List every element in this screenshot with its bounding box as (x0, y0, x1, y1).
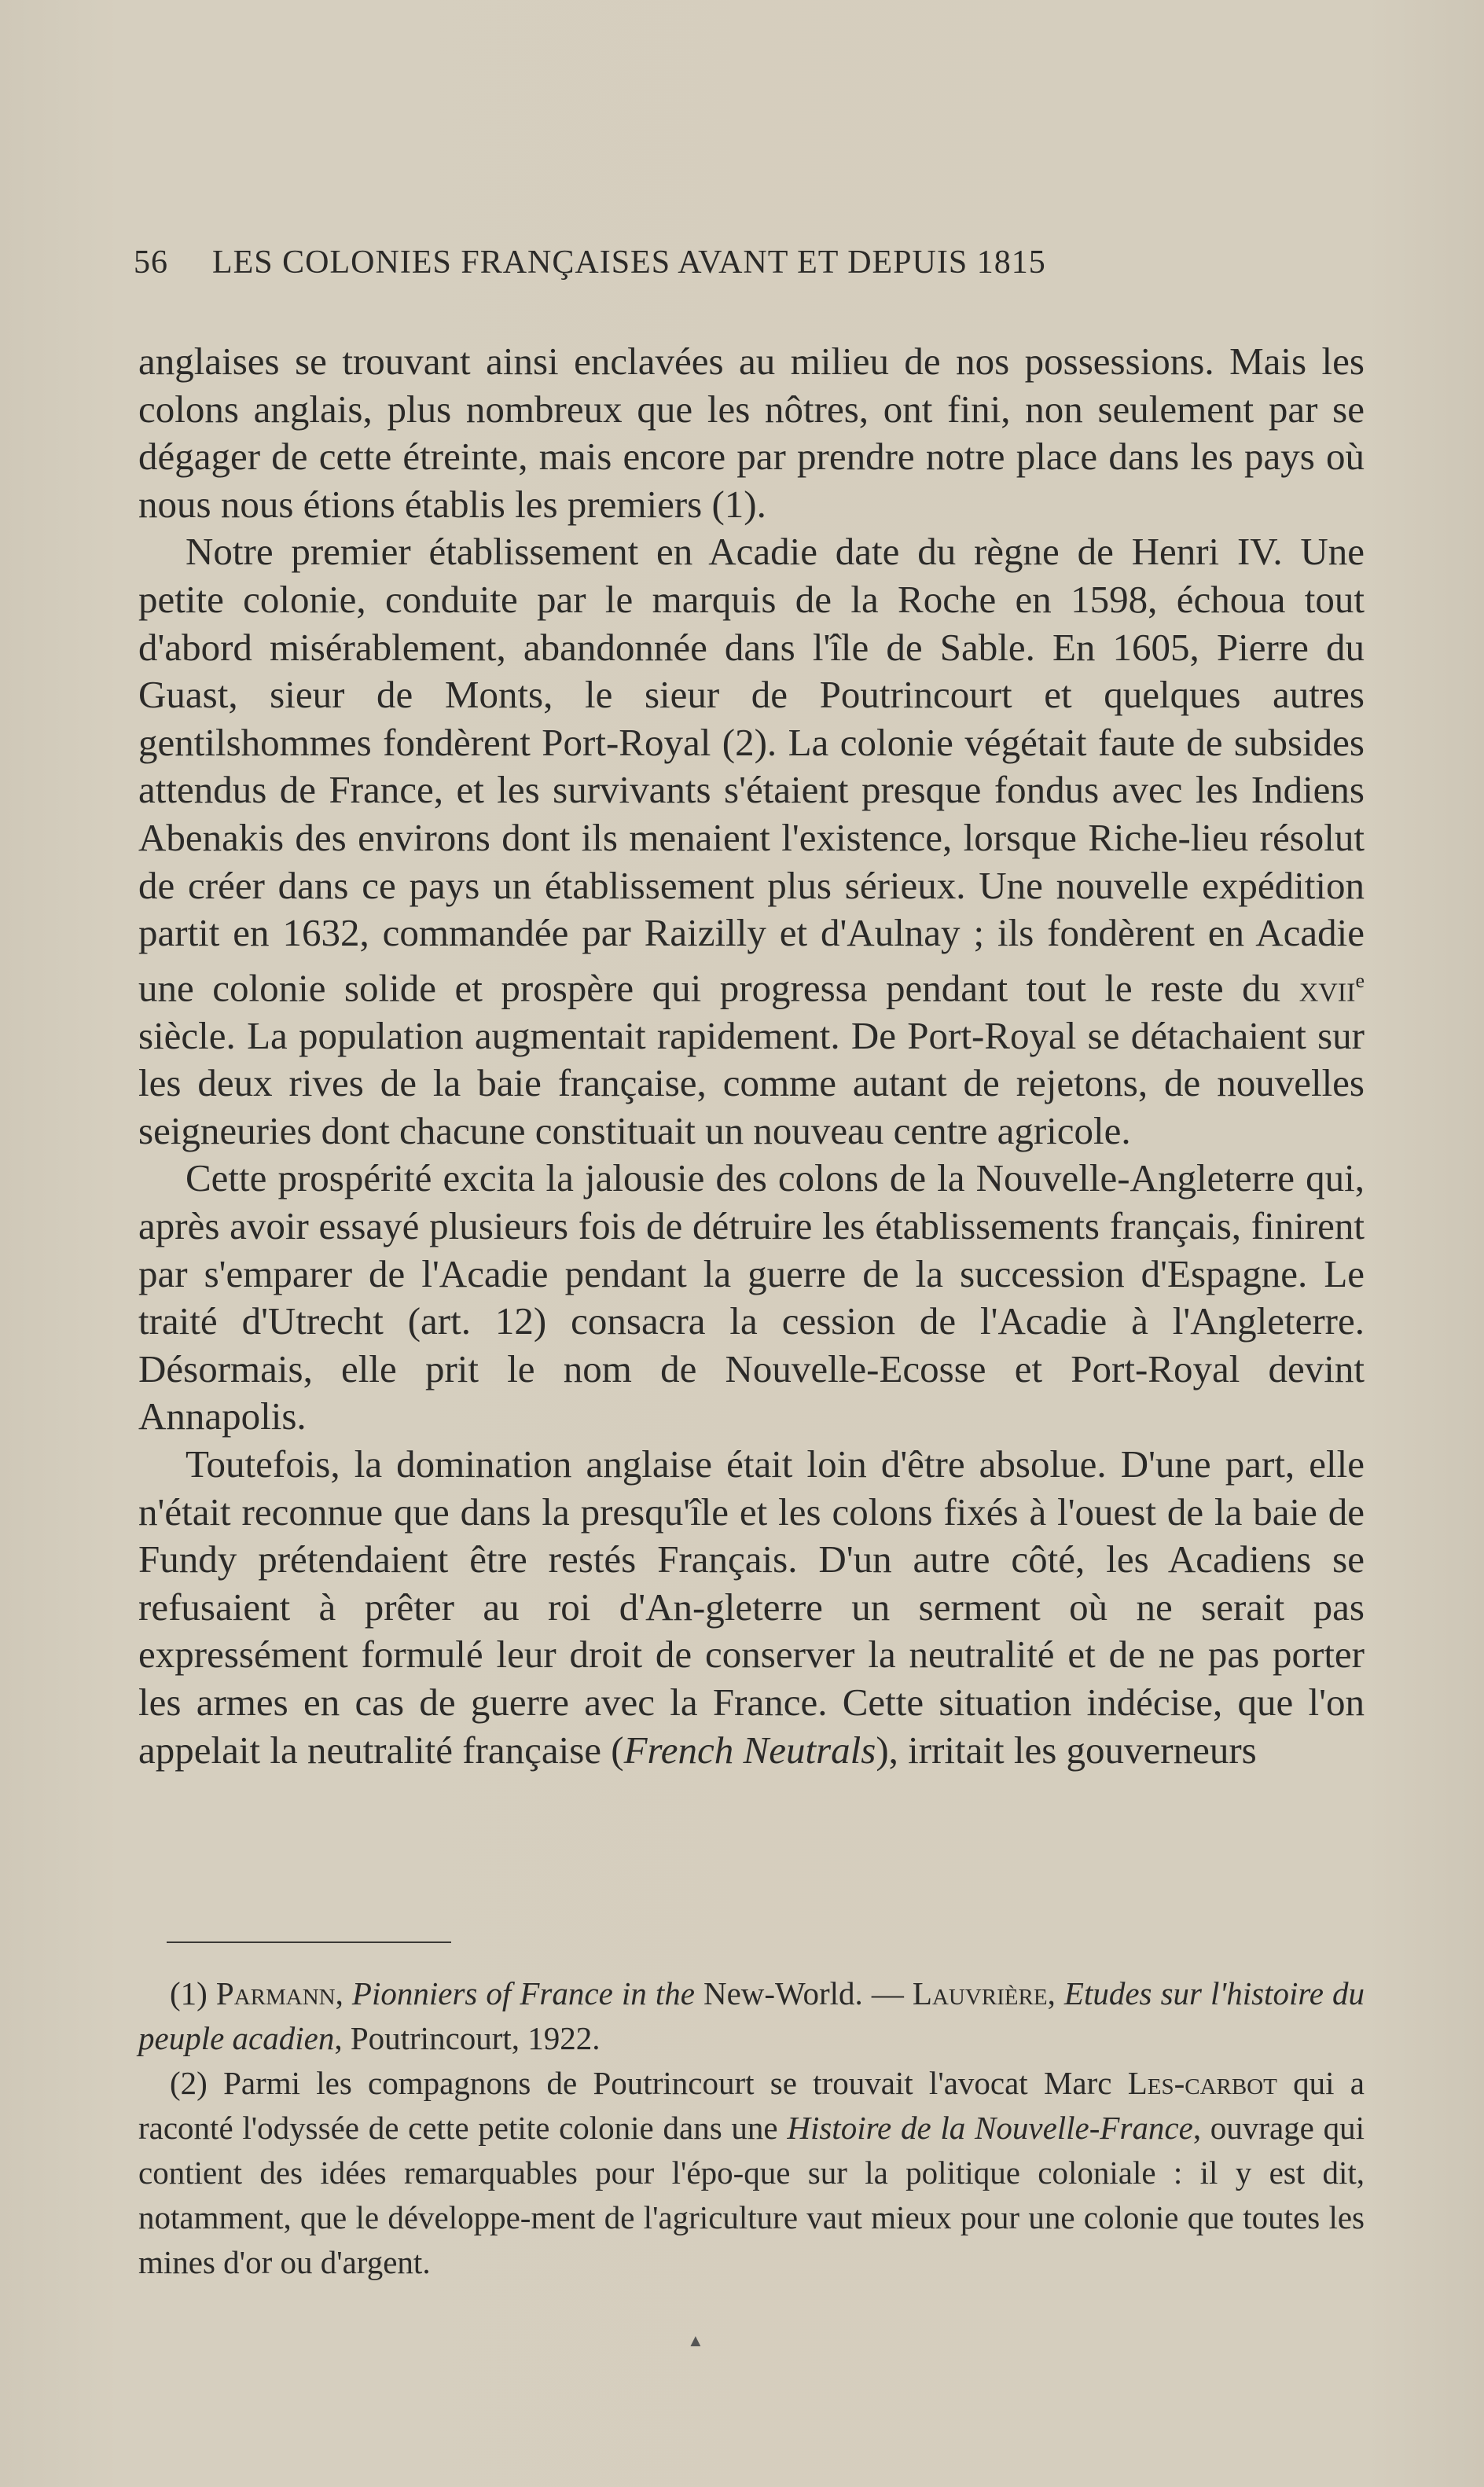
footnote-1-marker: (1) (170, 1975, 216, 2011)
footnote-2-name: Les-carbot (1127, 2065, 1277, 2101)
footnote-1-sep-2: , (1047, 1975, 1064, 2011)
footnote-1-title: Pionniers of France in the (351, 1975, 695, 2011)
footnote-1-sep: , (335, 1975, 352, 2011)
running-title: LES COLONIES FRANÇAISES AVANT ET DEPUIS 1815 (212, 244, 1046, 281)
paragraph-2-text-b: siècle. La population augmentait rapidement. De Port-Royal se détachaient sur les deux rives de la baie française, comme autant de rejetons, de nouvelles seigneuries dont chacune constituait un nouveau centre agricole. (138, 1013, 1365, 1152)
paragraph-3-text: Cette prospérité excita la jalousie des colons de la Nouvelle-Angleterre qui, après avoir essayé plusieurs fois de détruire les établissements français, finirent par s'emparer de l'Acadie pendant la guerre de la succession d'Espagne. Le traité d'Utrecht (art. 12) consacra la cession de l'Acadie à l'Angleterre. Désormais, elle prit le nom de Nouvelle-Ecosse et Port-Royal devint Annapolis. (138, 1156, 1365, 1438)
footnote-1-title-2: Etudes sur l'histoire du peuple acadien (138, 1975, 1365, 2056)
footnote-1-author: Parmann (215, 1975, 336, 2011)
footnote-1-author-2: Lauvrière (912, 1975, 1048, 2011)
footnote-1 (138, 1971, 1365, 2061)
footnote-2-text-c: , ouvrage qui contient des idées remarquables pour l'épo-que sur la politique coloniale : il y est dit, notamment, que le développe-ment de l'agriculture vaut mieux pour une colonie que toutes les mines d'or ou d'argent. (138, 2110, 1365, 2280)
footnotes (138, 1971, 1365, 2285)
paragraph-2 (138, 528, 1365, 1155)
footnote-2-text-a: (2) Parmi les compagnons de Poutrincourt se trouvait l'avocat Marc (170, 2065, 1128, 2101)
footnote-2-title: Histoire de la Nouvelle-France (787, 2110, 1193, 2146)
paragraph-4-text-b: ), irritait les gouverneurs (876, 1728, 1257, 1772)
paragraph-3 (138, 1155, 1365, 1441)
body-text (138, 338, 1365, 1774)
footnote-1-rest: New-World. — (694, 1975, 913, 2011)
footnote-2 (138, 2061, 1365, 2285)
paragraph-1 (138, 338, 1365, 528)
footnote-2-text-b: qui a raconté l'odyssée de cette petite colonie dans une (138, 2065, 1365, 2146)
century-numeral: xvii (1298, 966, 1356, 1010)
page-number: 56 (134, 244, 168, 281)
century-superscript: e (1355, 968, 1365, 992)
printer-ornament-icon: ▲ (687, 2331, 704, 2350)
french-neutrals-italic: French Neutrals (623, 1728, 876, 1772)
paragraph-1-text: anglaises se trouvant ainsi enclavées au milieu de nos possessions. Mais les colons anglais, plus nombreux que les nôtres, ont fini, non seulement par se dégager de cette étreinte, mais encore par prendre notre place dans les pays où nous nous étions établis les premiers (1). (138, 340, 1365, 526)
footnote-divider (167, 1941, 451, 1943)
paragraph-4-text-a: Toutefois, la domination anglaise était loin d'être absolue. D'une part, elle n'était reconnue que dans la presqu'île et les colons fixés à l'ouest de la baie de Fundy prétendaient être restés Français. D'un autre côté, les Acadiens se refusaient à prêter au roi d'An-gleterre un serment où ne serait pas expressément formulé leur droit de conserver la neutralité et de ne pas porter les armes en cas de guerre avec la France. Cette situation indécise, que l'on appelait la neutralité française ( (138, 1442, 1365, 1772)
page-header (134, 244, 1376, 281)
paragraph-4 (138, 1441, 1365, 1774)
paragraph-2-text-a: Notre premier établissement en Acadie date du règne de Henri IV. Une petite colonie, conduite par le marquis de la Roche en 1598, échoua tout d'abord misérablement, abandonnée dans l'île de Sable. En 1605, Pierre du Guast, sieur de Monts, le sieur de Poutrincourt et quelques autres gentilshommes fondèrent Port-Royal (2). La colonie végétait faute de subsides attendus de France, et les survivants s'étaient presque fondus avec les Indiens Abenakis des environs dont ils menaient l'existence, lorsque Riche-lieu résolut de créer dans ce pays un établissement plus sérieux. Une nouvelle expédition partit en 1632, commandée par Raizilly et d'Aulnay ; ils fondèrent en Acadie une colonie solide et prospère qui progressa pendant tout le reste du (138, 530, 1365, 1010)
footnote-1-end: , Poutrincourt, 1922. (334, 2020, 601, 2056)
